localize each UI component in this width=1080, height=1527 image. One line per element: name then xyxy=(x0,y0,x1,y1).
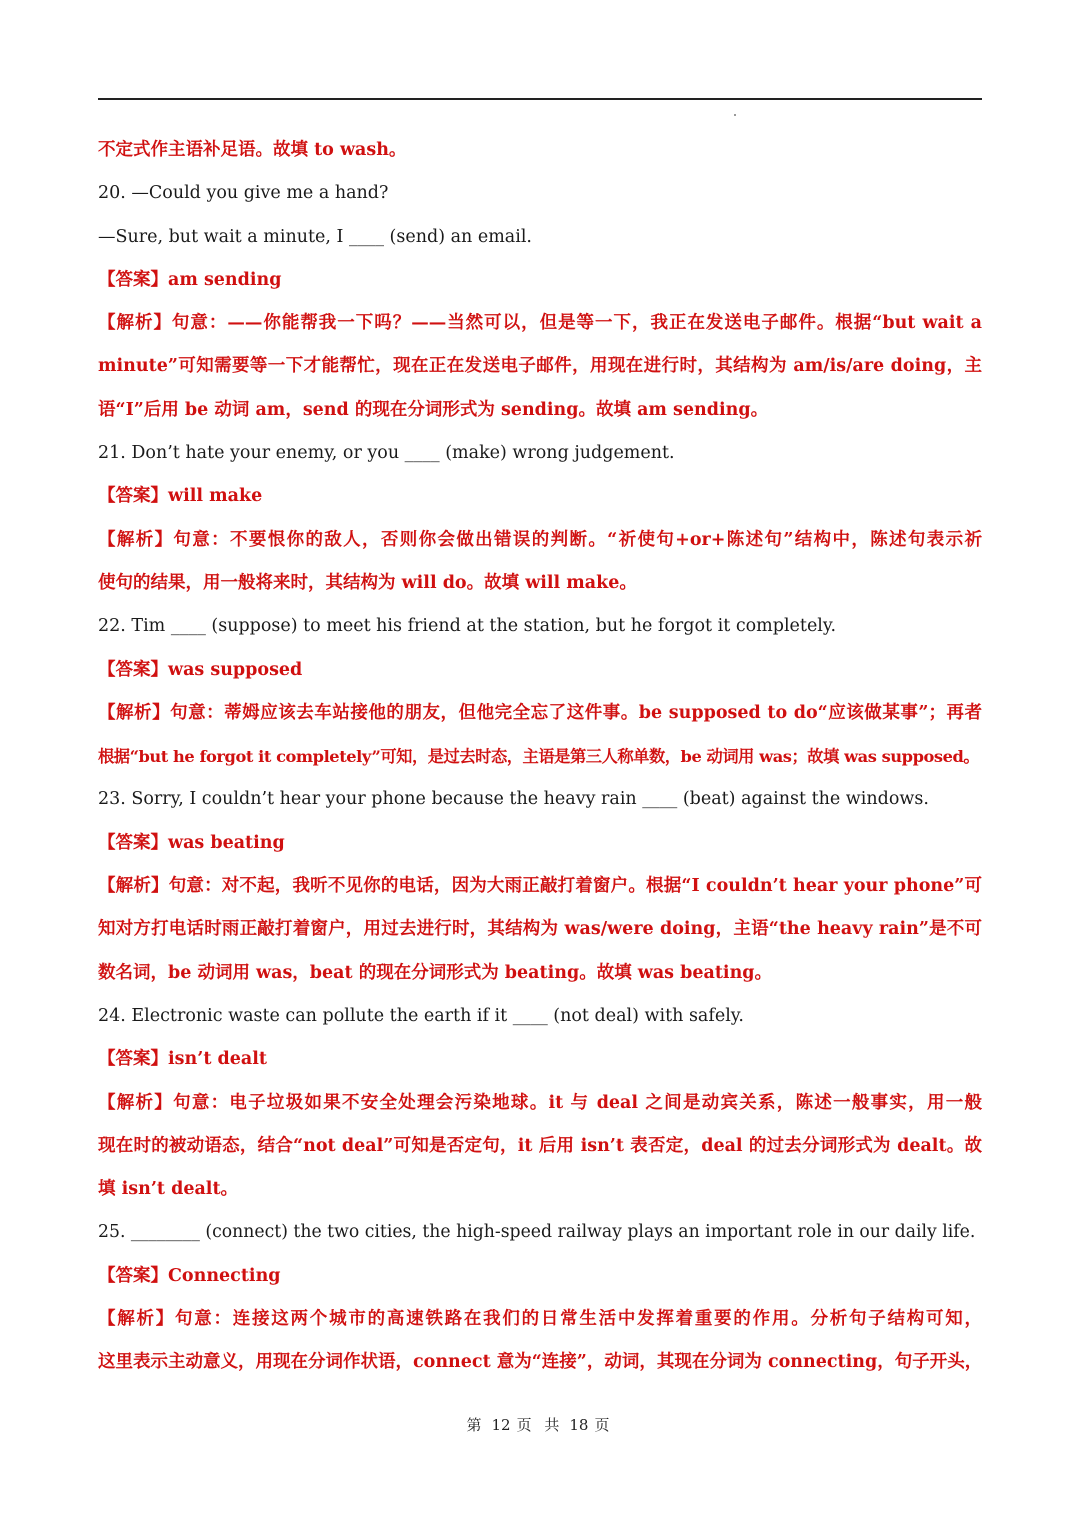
explanation-line: 知对方打电话时雨正敲打着窗户，用过去进行时，其结构为 was/were doing，主语“the heavy rain”是不可 xyxy=(98,919,982,940)
question-line: 22. Tim ____ (suppose) to meet his friend at the station, but he forgot it completely. xyxy=(98,616,837,637)
explanation-line: 数名词，be 动词用 was，beat 的现在分词形式为 beating。故填 was beating。 xyxy=(98,962,773,983)
question-line: 23. Sorry, I couldn’t hear your phone because the heavy rain ____ (beat) against the windows. xyxy=(98,789,929,810)
explanation-line: 【解析】句意：蒂姆应该去车站接他的朋友，但他完全忘了这件事。be supposed to do“应该做某事”；再者 xyxy=(98,702,982,723)
footer-prefix: 第 xyxy=(466,1416,486,1434)
explanation-line: 【解析】句意：不要恨你的敌人，否则你会做出错误的判断。“祈使句+or+陈述句”结构中，陈述句表示祈 xyxy=(98,529,982,550)
current-page-number: 12 xyxy=(491,1416,511,1434)
scan-dot xyxy=(734,114,736,116)
answer-line: 【答案】isn’t dealt xyxy=(98,1049,267,1070)
document-body xyxy=(98,129,982,1385)
answer-line: 【答案】was supposed xyxy=(98,659,303,680)
answer-line: 【答案】am sending xyxy=(98,269,282,290)
total-pages-number: 18 xyxy=(569,1416,589,1434)
answer-line: 【答案】was beating xyxy=(98,832,285,853)
footer-middle: 页 共 xyxy=(516,1416,564,1434)
question-line: 21. Don’t hate your enemy, or you ____ (make) wrong judgement. xyxy=(98,443,675,464)
page-footer xyxy=(0,1414,1080,1435)
explanation-line: 【解析】句意：对不起，我听不见你的电话，因为大雨正敲打着窗户。根据“I couldn’t hear your phone”可 xyxy=(98,876,982,897)
explanation-line: 语“I”后用 be 动词 am，send 的现在分词形式为 sending。故填 am sending。 xyxy=(98,399,769,420)
question-line: 24. Electronic waste can pollute the earth if it ____ (not deal) with safely. xyxy=(98,1005,744,1026)
explanation-line: 现在时的被动语态，结合“not deal”可知是否定句，it 后用 isn’t 表否定，deal 的过去分词形式为 dealt。故 xyxy=(98,1135,982,1156)
question-line: 25. ________ (connect) the two cities, the high-speed railway plays an important role in our daily life. xyxy=(98,1222,976,1243)
explanation-line: 这里表示主动意义，用现在分词作状语，connect 意为“连接”，动词，其现在分词为 connecting，句子开头， xyxy=(98,1352,983,1373)
answer-line: 【答案】Connecting xyxy=(98,1265,281,1286)
explanation-line: minute”可知需要等一下才能帮忙，现在正在发送电子邮件，用现在进行时，其结构为 am/is/are doing，主 xyxy=(98,356,982,377)
explanation-line: 【解析】句意：——你能帮我一下吗？——当然可以，但是等一下，我正在发送电子邮件。根据“but wait a xyxy=(98,313,982,334)
explanation-line: 【解析】句意：电子垃圾如果不安全处理会污染地球。it 与 deal 之间是动宾关系，陈述一般事实，用一般 xyxy=(98,1092,982,1113)
answer-line: 【答案】will make xyxy=(98,486,263,507)
question-line: —Sure, but wait a minute, I ____ (send) an email. xyxy=(98,226,532,247)
header-rule xyxy=(98,98,982,100)
explanation-line: 【解析】句意：连接这两个城市的高速铁路在我们的日常生活中发挥着重要的作用。分析句子结构可知， xyxy=(98,1309,982,1330)
footer-suffix: 页 xyxy=(594,1416,614,1434)
explanation-line: 根据“but he forgot it completely”可知，是过去时态，主语是第三人称单数，be 动词用 was；故填 was supposed。 xyxy=(98,747,980,767)
explanation-line: 填 isn’t dealt。 xyxy=(98,1179,239,1200)
explanation-line: 不定式作主语补足语。故填 to wash。 xyxy=(98,140,407,160)
question-line: 20. —Could you give me a hand? xyxy=(98,183,389,204)
explanation-line: 使句的结果，用一般将来时，其结构为 will do。故填 will make。 xyxy=(98,572,637,593)
